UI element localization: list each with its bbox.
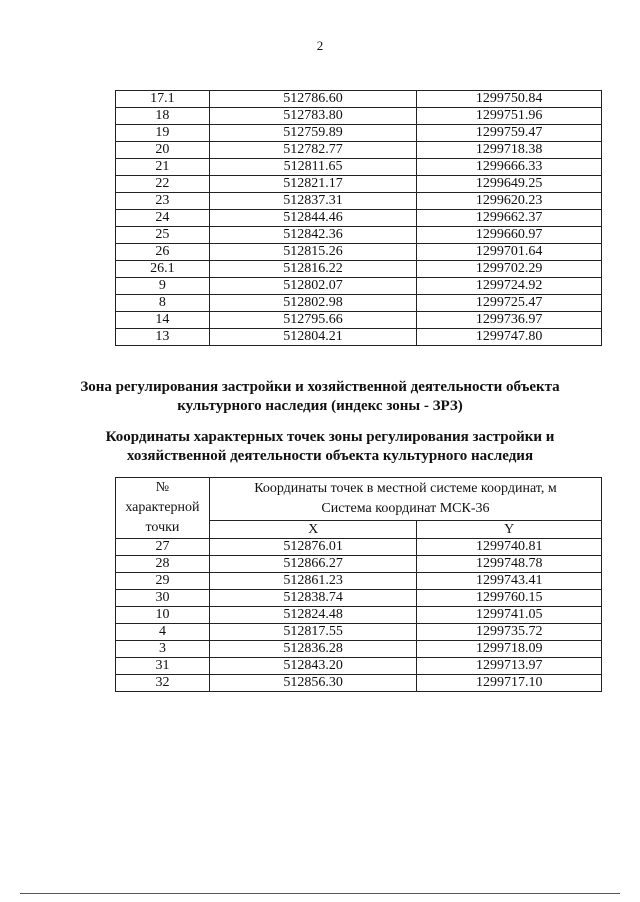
table-row (116, 624, 602, 641)
y-coordinate-cell: 1299702.29 (417, 261, 602, 278)
y-coordinate-cell: 1299725.47 (417, 295, 602, 312)
coordinates-heading-line-2: хозяйственной деятельности объекта культурного наследия (126, 448, 534, 464)
point-number-header (116, 478, 210, 539)
y-coordinate-cell: 1299740.81 (417, 539, 602, 556)
point-number-header-line: точки (145, 520, 180, 535)
x-coordinate-cell: 512759.89 (209, 125, 417, 142)
zone-heading-line-2: культурного наследия (индекс зоны - ЗРЗ) (177, 398, 463, 414)
y-coordinate-cell: 1299750.84 (417, 91, 602, 108)
table-row (116, 142, 602, 159)
x-coordinate-cell: 512783.80 (209, 108, 417, 125)
point-number-cell: 4 (116, 624, 210, 641)
table-header (116, 478, 602, 539)
bottom-rule (20, 893, 620, 894)
coordinates-header (209, 478, 601, 521)
x-coordinate-cell: 512856.30 (209, 675, 416, 692)
y-coordinate-cell: 1299743.41 (417, 573, 602, 590)
x-coordinate-cell: 512802.98 (209, 295, 417, 312)
point-number-cell: 17.1 (116, 91, 210, 108)
table-row (116, 312, 602, 329)
x-coordinate-cell: 512844.46 (209, 210, 417, 227)
point-number-cell: 27 (116, 539, 210, 556)
y-coordinate-cell: 1299760.15 (417, 590, 602, 607)
y-coordinate-cell: 1299751.96 (417, 108, 602, 125)
point-number-cell: 9 (116, 278, 210, 295)
zone-heading (0, 378, 640, 416)
point-number-header-line: № (155, 480, 170, 495)
table-row (116, 658, 602, 675)
y-coordinate-cell: 1299748.78 (417, 556, 602, 573)
point-number-cell: 32 (116, 675, 210, 692)
x-coordinate-cell: 512836.28 (209, 641, 416, 658)
table-row (116, 607, 602, 624)
table-row (116, 573, 602, 590)
table-row (116, 329, 602, 346)
point-number-cell: 19 (116, 125, 210, 142)
point-number-cell: 20 (116, 142, 210, 159)
table-body (116, 91, 602, 346)
coordinates-header-line: Координаты точек в местной системе координат, м (254, 481, 557, 497)
x-coordinate-cell: 512782.77 (209, 142, 417, 159)
point-number-cell: 26.1 (116, 261, 210, 278)
point-number-cell: 30 (116, 590, 210, 607)
x-coordinate-cell: 512843.20 (209, 658, 416, 675)
table-row (116, 91, 602, 108)
table-row (116, 590, 602, 607)
y-coordinate-cell: 1299620.23 (417, 193, 602, 210)
point-number-cell: 13 (116, 329, 210, 346)
zrz-coordinates-table (115, 477, 602, 692)
point-number-cell: 8 (116, 295, 210, 312)
point-number-header-line: характерной (125, 500, 200, 515)
point-number-cell: 24 (116, 210, 210, 227)
zone-heading-line-1: Зона регулирования застройки и хозяйственной деятельности объекта (80, 379, 560, 395)
x-coordinate-cell: 512804.21 (209, 329, 417, 346)
table-row (116, 108, 602, 125)
x-coordinate-cell: 512824.48 (209, 607, 416, 624)
x-coordinate-cell: 512795.66 (209, 312, 417, 329)
y-coordinate-cell: 1299718.38 (417, 142, 602, 159)
y-coordinate-cell: 1299735.72 (417, 624, 602, 641)
x-header: X (209, 521, 416, 539)
x-coordinate-cell: 512842.36 (209, 227, 417, 244)
x-coordinate-cell: 512815.26 (209, 244, 417, 261)
table-row (116, 675, 602, 692)
point-number-cell: 29 (116, 573, 210, 590)
table-body (116, 539, 602, 692)
point-number-cell: 3 (116, 641, 210, 658)
y-coordinate-cell: 1299724.92 (417, 278, 602, 295)
y-coordinate-cell: 1299741.05 (417, 607, 602, 624)
coordinates-heading-line-1: Координаты характерных точек зоны регулирования застройки и (105, 429, 555, 445)
table-row (116, 176, 602, 193)
table-row (116, 193, 602, 210)
y-coordinate-cell: 1299701.64 (417, 244, 602, 261)
point-number-cell: 26 (116, 244, 210, 261)
y-coordinate-cell: 1299666.33 (417, 159, 602, 176)
coordinates-table-continued (115, 90, 602, 346)
x-coordinate-cell: 512866.27 (209, 556, 416, 573)
point-number-cell: 25 (116, 227, 210, 244)
x-coordinate-cell: 512837.31 (209, 193, 417, 210)
point-number-cell: 18 (116, 108, 210, 125)
table-row (116, 295, 602, 312)
point-number-cell: 28 (116, 556, 210, 573)
coordinates-heading (10, 428, 640, 466)
y-coordinate-cell: 1299717.10 (417, 675, 602, 692)
x-coordinate-cell: 512802.07 (209, 278, 417, 295)
y-coordinate-cell: 1299718.09 (417, 641, 602, 658)
x-coordinate-cell: 512811.65 (209, 159, 417, 176)
y-coordinate-cell: 1299747.80 (417, 329, 602, 346)
table-row (116, 556, 602, 573)
point-number-cell: 23 (116, 193, 210, 210)
page-number: 2 (316, 38, 324, 53)
table-row (116, 210, 602, 227)
point-number-cell: 21 (116, 159, 210, 176)
x-coordinate-cell: 512838.74 (209, 590, 416, 607)
y-coordinate-cell: 1299649.25 (417, 176, 602, 193)
table-row (116, 539, 602, 556)
point-number-cell: 14 (116, 312, 210, 329)
table-row (116, 159, 602, 176)
point-number-cell: 10 (116, 607, 210, 624)
table-row (116, 641, 602, 658)
table-row (116, 278, 602, 295)
y-coordinate-cell: 1299660.97 (417, 227, 602, 244)
y-coordinate-cell: 1299713.97 (417, 658, 602, 675)
x-coordinate-cell: 512816.22 (209, 261, 417, 278)
y-coordinate-cell: 1299736.97 (417, 312, 602, 329)
table-row (116, 261, 602, 278)
point-number-cell: 22 (116, 176, 210, 193)
y-coordinate-cell: 1299662.37 (417, 210, 602, 227)
y-coordinate-cell: 1299759.47 (417, 125, 602, 142)
x-coordinate-cell: 512876.01 (209, 539, 416, 556)
y-header: Y (417, 521, 602, 539)
x-coordinate-cell: 512817.55 (209, 624, 416, 641)
coordinates-header-line: Система координат МСК-36 (321, 501, 490, 517)
table-row (116, 125, 602, 142)
point-number-cell: 31 (116, 658, 210, 675)
x-coordinate-cell: 512821.17 (209, 176, 417, 193)
table-row (116, 227, 602, 244)
table-row (116, 244, 602, 261)
x-coordinate-cell: 512861.23 (209, 573, 416, 590)
x-coordinate-cell: 512786.60 (209, 91, 417, 108)
